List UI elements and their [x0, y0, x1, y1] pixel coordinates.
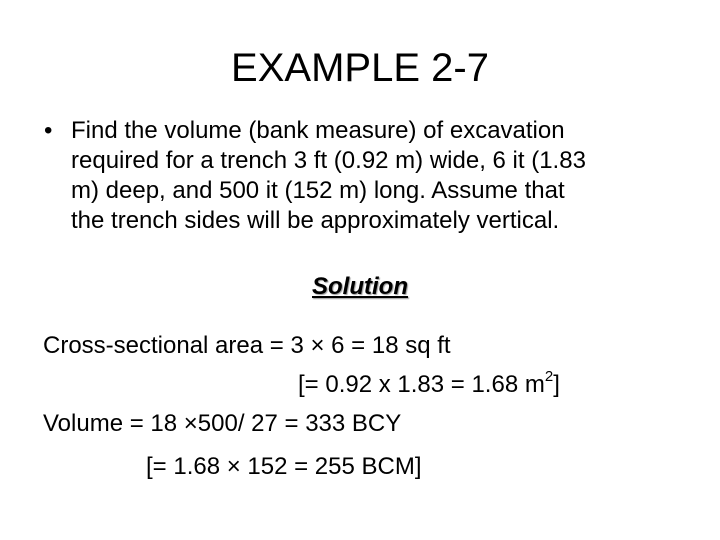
problem-line: m) deep, and 500 it (152 m) long. Assume that: [71, 177, 565, 204]
problem-line: the trench sides will be approximately vertical.: [71, 207, 560, 234]
volume-metric-calc: [= 1.68 × 152 = 255 BCM]: [146, 453, 422, 480]
area-metric-superscript: 2: [544, 368, 554, 385]
bullet-icon: •: [44, 117, 53, 144]
problem-text: [71, 116, 684, 236]
problem-line: Find the volume (bank measure) of excavation: [71, 117, 565, 144]
cross-section-area-calc: Cross-sectional area = 3 × 6 = 18 sq ft: [43, 332, 451, 359]
area-metric-text: [= 0.92 x 1.83 = 1.68 m: [298, 371, 545, 398]
area-metric-close: ]: [553, 371, 560, 398]
slide-title: EXAMPLE 2-7: [231, 46, 489, 90]
problem-statement: [44, 116, 684, 236]
solution-heading: Solution: [312, 273, 408, 300]
volume-calc: Volume = 18 ×500/ 27 = 333 BCY: [43, 410, 402, 437]
problem-line: required for a trench 3 ft (0.92 m) wide, 6 it (1.83: [71, 147, 586, 174]
cross-section-area-metric-calc: [298, 370, 560, 400]
